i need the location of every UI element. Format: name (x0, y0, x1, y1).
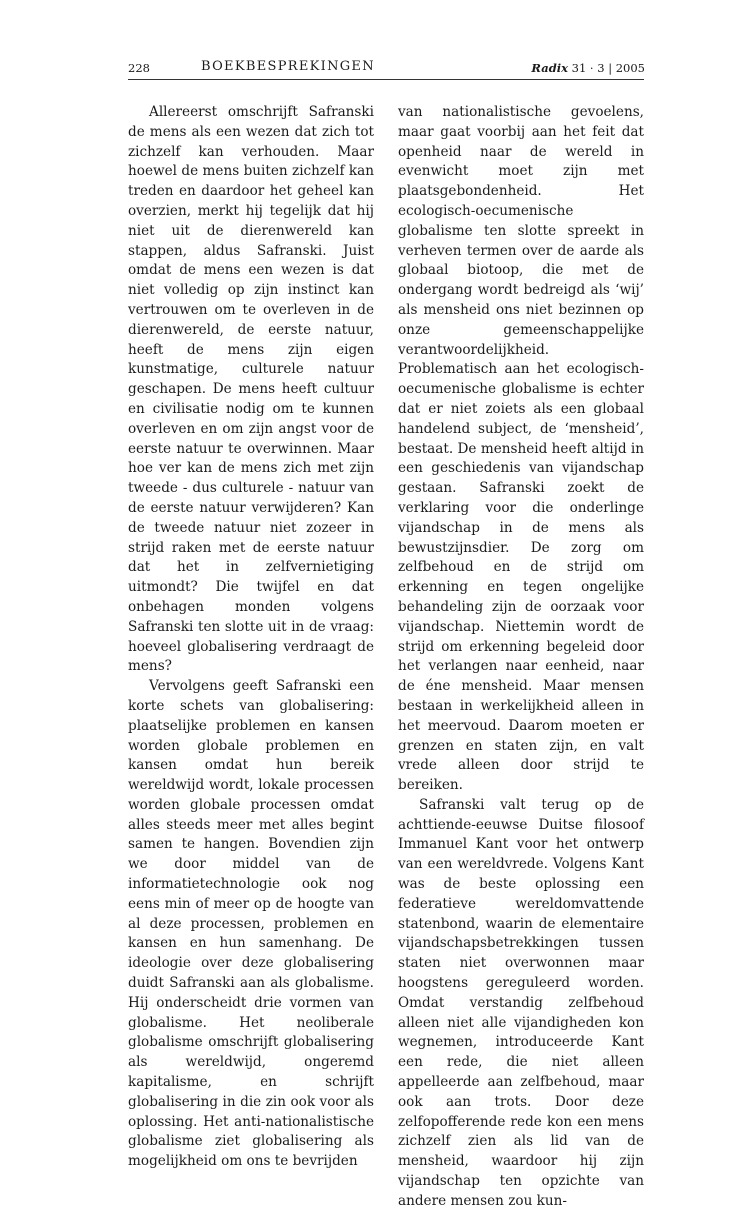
journal-citation (531, 61, 645, 75)
right-column (398, 103, 644, 1212)
paragraph: Vervolgens geeft Safranski een korte schets van globalisering: plaatselijke problemen en kansen worden globale problemen en kansen omdat hun bereik wereldwijd wordt, lokale processen worden globale processen omdat alles steeds meer met alles begint samen te hangen. Bovendien zijn we door middel van de informatietechnologie ook nog eens min of meer op de hoogte van al deze processen, problemen en kansen en hun samenhang. De ideologie over deze globalisering duidt Safranski aan als globalisme. Hij onderscheidt drie vormen van globalisme. Het neoliberale globalisme omschrijft globalisering als wereldwijd, ongeremd kapitalisme, en schrijft globalisering in die zin ook voor als oplossing. Het anti-nationalistische globalisme ziet globalisering als mogelijkheid om ons te bevrijden (128, 678, 374, 1170)
left-column (128, 103, 374, 1172)
paragraph: van nationalistische gevoelens, maar gaat voorbij aan het feit dat openheid naar de wereld in evenwicht moet zijn met plaatsgebondenheid. Het ecologisch-oecumenische globalisme ten slotte spreekt in verheven termen over de aarde als globaal biotoop, die met de ondergang wordt bedreigd als ‘wij’ als mensheid ons niet bezinnen op onze gemeenschappelijke verantwoordelijkheid. Problematisch aan het ecologisch-oecumenische globalisme is echter dat er niet zoiets als een globaal handelend subject, de ‘mensheid’, bestaat. De mensheid heeft altijd in een geschiedenis van vijandschap gestaan. Safranski zoekt de verklaring voor die onderlinge vijandschap in de mens als bewustzijnsdier. De zorg om zelfbehoud en de strijd om erkenning en tegen ongelijke behandeling zijn de oorzaak voor vijandschap. Niettemin wordt de strijd om erkenning begeleid door het verlangen naar eenheid, naar de éne mensheid. Maar mensen bestaan in werkelijkheid alleen in het meervoud. Daarom moeten er grenzen en staten zijn, en valt vrede alleen door strijd te bereiken. (398, 104, 644, 794)
header-rule (128, 79, 644, 80)
paragraph: Safranski valt terug op de achttiende-eeuwse Duitse filosoof Immanuel Kant voor het ontwerp van een wereldvrede. Volgens Kant was de beste oplossing een federatieve wereldomvattende statenbond, waarin de elementaire vijandschapsbetrekkingen tussen staten niet overwonnen maar hoogstens gereguleerd worden. Omdat verstandig zelfbehoud alleen niet alle vijandigheden kon wegnemen, introduceerde Kant een rede, die niet alleen appelleerde aan zelfbehoud, maar ook aan trots. Door deze zelfopofferende rede kon een mens zichzelf zien als lid van de mensheid, waardoor hij zijn vijandschap ten opzichte van andere mensen zou kun- (398, 796, 644, 1209)
paragraph: Allereerst omschrijft Safranski de mens als een wezen dat zich tot zichzelf kan verhouden. Maar hoewel de mens buiten zichzelf kan treden en daardoor het geheel kan overzien, merkt hij tegelijk dat hij niet uit de dierenwereld kan stappen, aldus Safranski. Juist omdat de mens een wezen is dat niet volledig op zijn instinct kan vertrouwen om te overleven in de dierenwereld, de eerste natuur, heeft de mens zijn eigen kunstmatige, culturele natuur geschapen. De mens heeft cultuur en civilisatie nodig om te kunnen overleven en om zijn angst voor de eerste natuur te overwinnen. Maar hoe ver kan de mens zich met zijn tweede - dus culturele - natuur van de eerste natuur verwijderen? Kan de tweede natuur niet zozeer in strijd raken met de eerste natuur dat het in zelfvernietiging uitmondt? Die twijfel en dat onbehagen monden volgens Safranski ten slotte uit in de vraag: hoeveel globalisering verdraagt de mens? (128, 104, 374, 675)
journal-name: Radix (531, 61, 568, 75)
page-number: 228 (128, 61, 150, 75)
journal-issue: 31 · 3 | 2005 (571, 61, 645, 75)
section-title: BOEKBESPREKINGEN (201, 59, 375, 74)
running-header (0, 59, 738, 77)
